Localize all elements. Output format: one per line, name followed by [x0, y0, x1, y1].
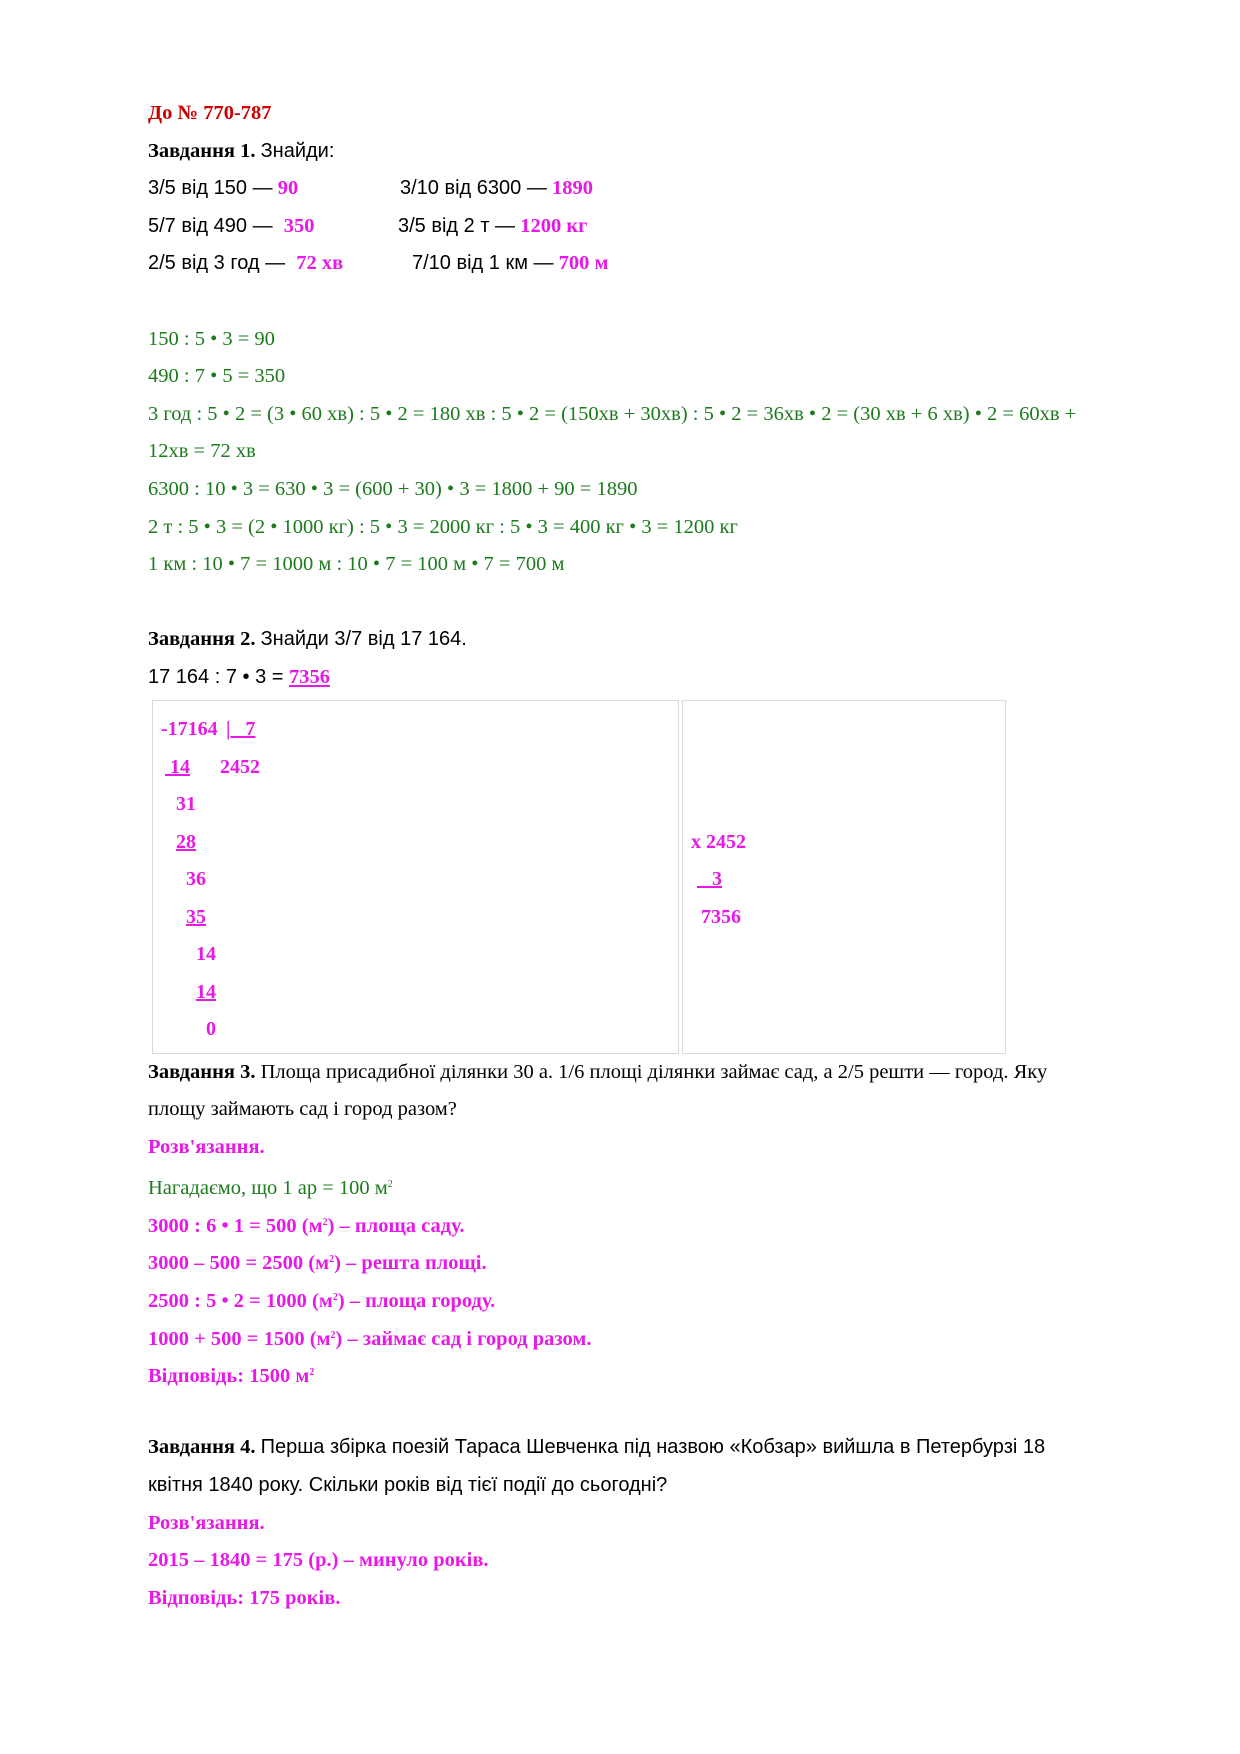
calculation-boxes	[148, 700, 1148, 1054]
division-step: 0	[206, 1017, 216, 1040]
multiplication-result: 7356	[701, 905, 741, 928]
division-step: 14	[196, 980, 216, 1003]
solution-line: 490 : 7 • 5 = 350	[148, 365, 286, 388]
expr-text: 3/10 від 6300 —	[400, 177, 547, 200]
division-step: 28	[176, 830, 196, 853]
expr-text: 3/5 від 2 т —	[398, 214, 516, 237]
task-text: Знайди 3/7 від 17 164.	[260, 628, 467, 651]
solution-step: 3000 : 6 • 1 = 500 $(м^2)$ – площа саду.	[148, 1214, 465, 1237]
section-header: До № 770-787	[148, 102, 272, 124]
solution-step: 2015 – 1840 = 175 (р.) – минуло років.	[148, 1549, 489, 1572]
task-text: Площа присадибної ділянки 30 а. 1/6 площі ділянки займає сад, а 2/5 решти — город. Яку	[260, 1060, 1048, 1083]
task-label: Завдання 1.	[148, 139, 256, 162]
task-text: площу займають сад і город разом?	[148, 1098, 457, 1121]
solution-line: 12хв = 72 хв	[148, 440, 256, 463]
answer-value: 72 хв	[296, 252, 344, 275]
answer-value: 350	[283, 214, 315, 237]
long-division-box	[152, 700, 679, 1054]
multiplication-box	[682, 700, 1006, 1054]
solution-step: 1000 + 500 = 1500 $(м^2)$ – займає сад і город разом.	[148, 1327, 592, 1350]
task-text: квітня 1840 року. Скільки років від тієї події до сьогодні?	[148, 1474, 668, 1497]
solution-line: 3 год : 5 • 2 = (3 • 60 хв) : 5 • 2 = 180 хв : 5 • 2 = (150хв + 30хв) : 5 • 2 = 36хв • 2 = (30 хв + 6 хв) • 2 = 60хв +	[148, 402, 1077, 425]
division-divisor: | 7	[226, 717, 256, 740]
task1-row	[148, 245, 1148, 283]
task2-expression	[148, 659, 1148, 697]
task1-row	[148, 170, 1148, 208]
solution-line: 150 : 5 • 3 = 90	[148, 327, 275, 350]
task-text: Перша збірка поезій Тараса Шевченка під назвою «Кобзар» вийшла в Петербурзі 18	[260, 1436, 1046, 1459]
expr-text: 7/10 від 1 км —	[412, 252, 554, 275]
answer-value: 7356	[289, 665, 330, 688]
division-step: 31	[176, 792, 196, 815]
division-step: 35	[186, 905, 206, 928]
solution-line: 6300 : 10 • 3 = 630 • 3 = (600 + 30) • 3 = 1800 + 90 = 1890	[148, 477, 638, 500]
expr-text: 2/5 від 3 год —	[148, 252, 286, 275]
task-label: Завдання 3.	[148, 1060, 256, 1083]
task-label: Завдання 4.	[148, 1436, 256, 1459]
expr-text: 5/7 від 490 —	[148, 214, 273, 237]
answer-line: Відповідь: 175 років.	[148, 1586, 341, 1609]
answer-value: 1890	[551, 177, 593, 200]
task4-heading	[148, 1429, 1148, 1467]
document-page	[148, 95, 1148, 1617]
answer-line: Відповідь: 1500 $м^2$	[148, 1365, 315, 1388]
division-step: 14	[170, 755, 190, 778]
division-step: 14	[196, 942, 216, 965]
task1-heading	[148, 133, 1148, 171]
task3-heading	[148, 1054, 1148, 1092]
solution-step: 2500 : 5 • 2 = 1000 $(м^2)$ – площа городу.	[148, 1290, 496, 1313]
answer-value: 1200 кг	[520, 214, 588, 237]
solution-label: Розв'язання.	[148, 1511, 265, 1534]
task-text: Знайди:	[260, 139, 335, 162]
task-label: Завдання 2.	[148, 628, 256, 651]
answer-value: 700 м	[558, 252, 609, 275]
solution-step: 3000 – 500 = 2500 $(м^2)$ – решта площі.	[148, 1252, 487, 1275]
task2-heading	[148, 621, 1148, 659]
multiplication-top: x 2452	[691, 830, 746, 853]
reminder-line: Нагадаємо, що 1 ар = 100 $м^2$	[148, 1177, 393, 1200]
solution-line: 2 т : 5 • 3 = (2 • 1000 кг) : 5 • 3 = 2000 кг : 5 • 3 = 400 кг • 3 = 1200 кг	[148, 515, 738, 538]
task1-row	[148, 208, 1148, 246]
expr-text: 3/5 від 150 —	[148, 177, 273, 200]
division-step: 36	[186, 867, 206, 890]
answer-value: 90	[277, 177, 299, 200]
division-quotient: 2452	[220, 755, 260, 778]
division-dividend: -17164	[161, 717, 218, 740]
multiplication-factor: 3	[712, 867, 722, 890]
solution-label: Розв'язання.	[148, 1135, 265, 1158]
expr-text: 17 164 : 7 • 3 =	[148, 665, 289, 688]
solution-line: 1 км : 10 • 7 = 1000 м : 10 • 7 = 100 м • 7 = 700 м	[148, 553, 565, 576]
